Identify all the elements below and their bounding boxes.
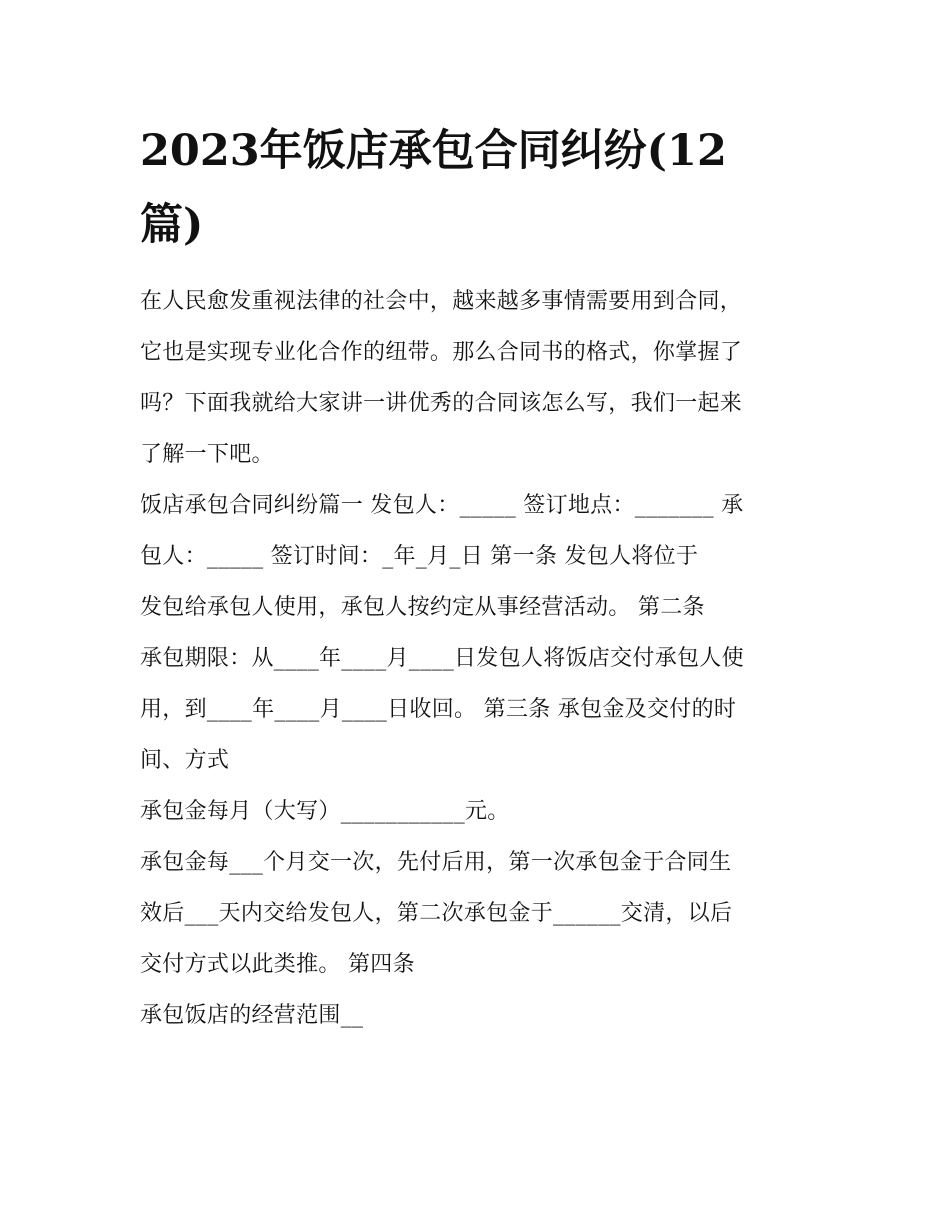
body-line-8: 承包期限：从____年____月____日发包人将饭店交付承包人使 bbox=[140, 646, 744, 671]
body-line-1: 在人民愈发重视法律的社会中，越来越多事情需要用到合同， bbox=[140, 289, 743, 314]
title-line-2: 篇) bbox=[140, 200, 204, 250]
body-line-9: 用，到____年____月____日收回。 第三条 承包金及交付的时 bbox=[140, 697, 737, 722]
document-title bbox=[140, 114, 820, 262]
body-line-2: 它也是实现专业化合作的纽带。那么合同书的格式，你掌握了 bbox=[140, 340, 743, 365]
body-line-3: 吗？下面我就给大家讲一讲优秀的合同该怎么写，我们一起来 bbox=[140, 391, 743, 416]
body-line-5: 饭店承包合同纠纷篇一 发包人：_____ 签订地点：_______ 承 bbox=[140, 493, 744, 518]
body-line-10: 间、方式 bbox=[140, 748, 230, 773]
body-line-7: 发包给承包人使用，承包人按约定从事经营活动。 第二条 bbox=[140, 595, 705, 620]
body-line-15: 承包饭店的经营范围__ bbox=[140, 1003, 364, 1028]
body-line-14: 交付方式以此类推。 第四条 bbox=[140, 952, 415, 977]
body-line-12: 承包金每___个月交一次，先付后用，第一次承包金于合同生 bbox=[140, 850, 732, 875]
body-line-13: 效后___天内交给发包人，第二次承包金于______交清，以后 bbox=[140, 901, 733, 926]
body-line-6: 包人：_____ 签订时间：_年_月_日 第一条 发包人将位于 bbox=[140, 544, 699, 569]
body-line-4: 了解一下吧。 bbox=[140, 442, 274, 467]
document-body bbox=[140, 276, 840, 1041]
body-line-11: 承包金每月（大写）___________元。 bbox=[140, 799, 510, 824]
title-line-1: 2023年饭店承包合同纠纷(12 bbox=[140, 126, 727, 176]
